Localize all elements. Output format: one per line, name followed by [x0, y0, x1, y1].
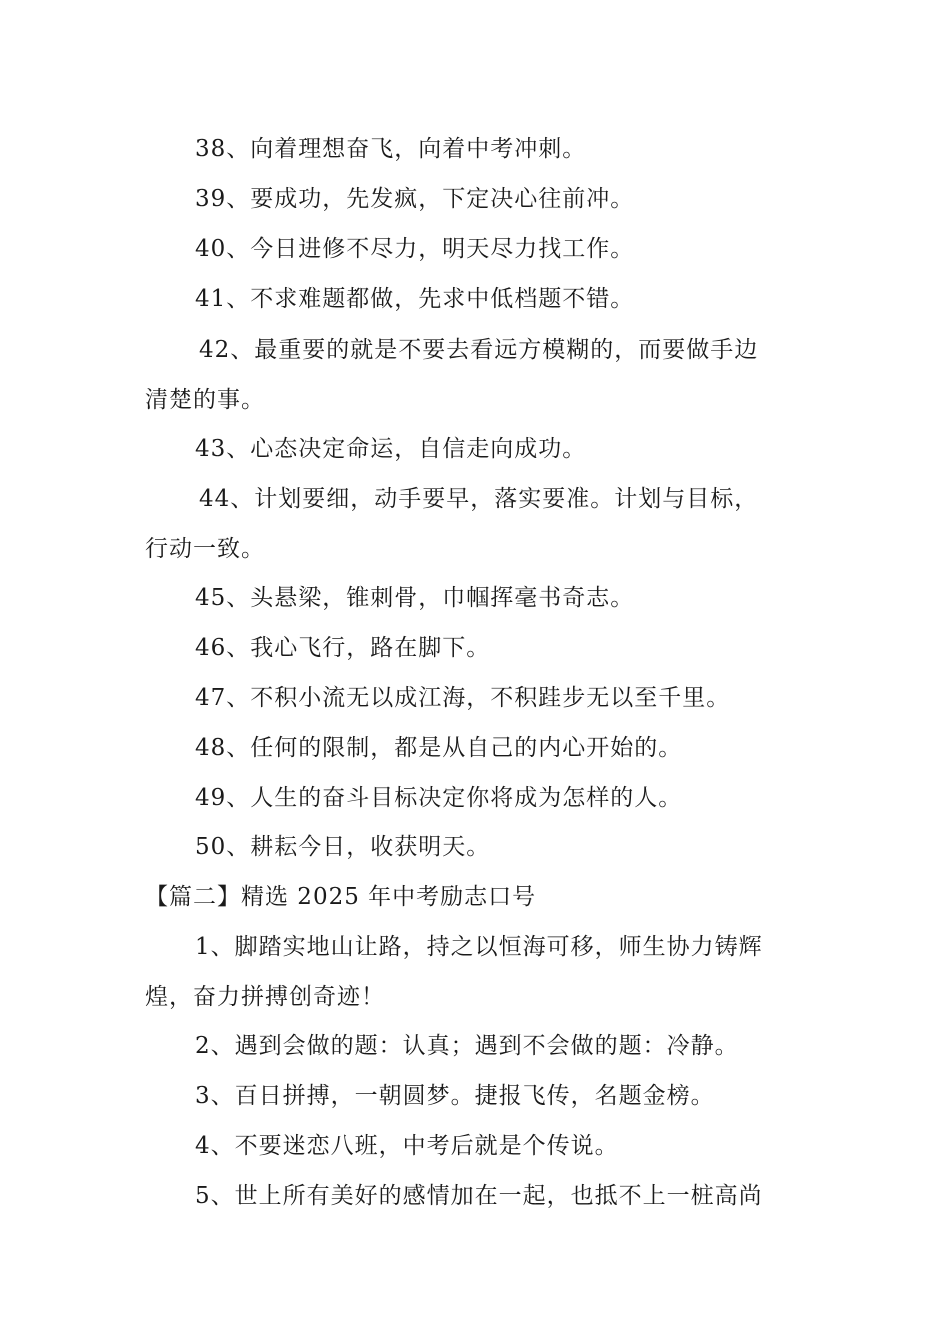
slogan-42-cont: 清楚的事。: [145, 387, 265, 413]
section-heading: 【篇二】精选 2025 年中考励志口号: [145, 884, 537, 910]
slogan-2-1: 1、脚踏实地山让路，持之以恒海可移，师生协力铸辉: [195, 934, 763, 960]
slogan-2-1-cont: 煌，奋力拼搏创奇迹！: [145, 984, 385, 1010]
slogan-39: 39、要成功，先发疯，下定决心往前冲。: [195, 186, 635, 212]
slogan-45: 45、头悬梁，锥刺骨，巾帼挥毫书奇志。: [195, 585, 635, 611]
slogan-2-2: 2、遇到会做的题：认真；遇到不会做的题：冷静。: [195, 1033, 739, 1059]
slogan-42: 42、最重要的就是不要去看远方模糊的，而要做手边: [199, 337, 759, 363]
slogan-43: 43、心态决定命运，自信走向成功。: [195, 436, 587, 462]
slogan-40: 40、今日进修不尽力，明天尽力找工作。: [195, 236, 635, 262]
slogan-47: 47、不积小流无以成江海，不积跬步无以至千里。: [195, 685, 731, 711]
slogan-38: 38、向着理想奋飞，向着中考冲刺。: [195, 136, 587, 162]
slogan-49: 49、人生的奋斗目标决定你将成为怎样的人。: [195, 785, 683, 811]
slogan-2-3: 3、百日拼搏，一朝圆梦。捷报飞传，名题金榜。: [195, 1083, 715, 1109]
slogan-48: 48、任何的限制，都是从自己的内心开始的。: [195, 735, 683, 761]
slogan-46: 46、我心飞行，路在脚下。: [195, 635, 491, 661]
slogan-44-cont: 行动一致。: [145, 536, 265, 562]
slogan-50: 50、耕耘今日，收获明天。: [195, 834, 491, 860]
slogan-2-4: 4、不要迷恋八班，中考后就是个传说。: [195, 1133, 619, 1159]
slogan-2-5: 5、世上所有美好的感情加在一起，也抵不上一桩高尚: [195, 1183, 763, 1209]
slogan-41: 41、不求难题都做，先求中低档题不错。: [195, 286, 635, 312]
slogan-44: 44、计划要细，动手要早，落实要准。计划与目标，: [199, 486, 759, 512]
